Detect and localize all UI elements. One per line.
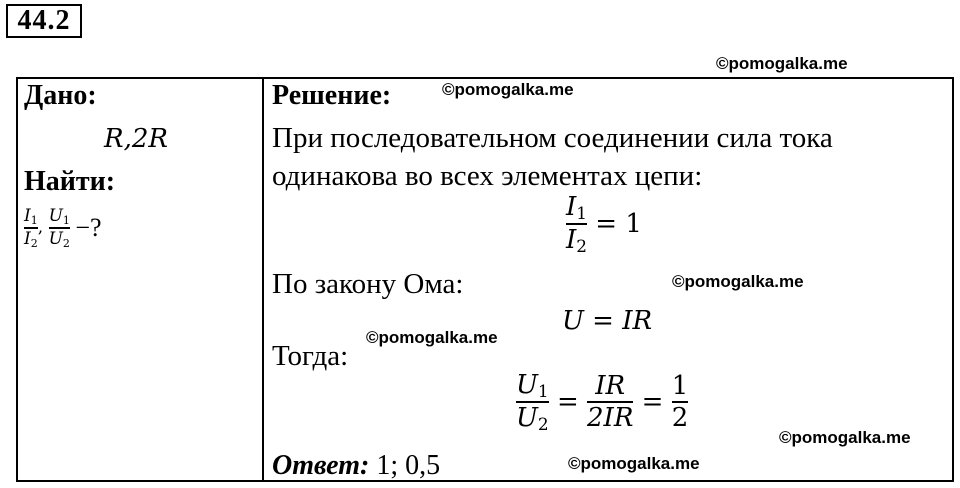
watermark: ©pomogalka.me <box>779 428 911 447</box>
answer-line <box>272 450 440 482</box>
solution-title: Решение: <box>272 80 392 111</box>
find-title: Найти: <box>24 166 116 197</box>
watermark: ©pomogalka.me <box>442 80 574 99</box>
column-divider <box>262 77 264 482</box>
ohm-law-formula: U = IR <box>562 306 653 336</box>
equation-current-ratio: $\frac{I_1}{I_2}$ = 1 <box>566 192 642 257</box>
eq3-den-right: 2 <box>671 403 689 434</box>
watermark: ©pomogalka.me <box>672 272 804 291</box>
then-label: Тогда: <box>272 340 349 372</box>
problem-number: 44.2 <box>6 4 82 38</box>
eq3-den-mid: 2IR <box>587 403 634 434</box>
eq3-num-mid: IR <box>595 371 626 402</box>
answer-label: Ответ: <box>272 450 370 481</box>
equation-voltage-ratio: $\frac{U_1}{U_2}$ = $\frac{IR}{2IR}$ = $\frac{1}{2}$ <box>516 370 689 435</box>
solution-text-line1: При последовательном соединении сила тока <box>272 122 833 154</box>
find-expression: $\frac{I_1}{I_2}$ , $\frac{U_1}{U_2}$ −? <box>24 206 102 250</box>
watermark: ©pomogalka.me <box>568 454 700 473</box>
watermark: ©pomogalka.me <box>366 328 498 347</box>
given-title: Дано: <box>24 80 97 111</box>
find-suffix: −? <box>75 212 102 242</box>
answer-value: 1; 0,5 <box>376 450 441 481</box>
given-values: R,2R <box>104 124 168 154</box>
watermark: ©pomogalka.me <box>716 54 848 73</box>
voltage-ratio-fraction: $\frac{U_1}{U_2}$ <box>48 206 70 250</box>
equation-current-result: = 1 <box>595 209 642 240</box>
eq3-num-right: 1 <box>671 371 689 402</box>
solution-text-line2: одинакова во всех элементах цепи: <box>272 160 703 192</box>
ohm-law-intro: По закону Ома: <box>272 268 464 300</box>
current-ratio-fraction: $\frac{I_1}{I_2}$ <box>24 206 38 250</box>
